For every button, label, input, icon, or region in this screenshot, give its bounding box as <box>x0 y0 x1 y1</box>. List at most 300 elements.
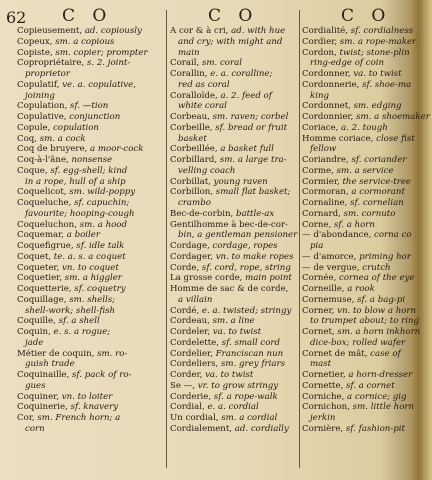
entry-headword: Cordon, <box>302 47 340 58</box>
entry-line <box>302 91 412 102</box>
entry-headword: Cordialité, <box>302 26 351 36</box>
entry-headword: Cordeau, <box>170 316 213 327</box>
entry-line <box>170 69 297 80</box>
entry-headword: Corbillon, <box>170 187 216 198</box>
entry-translation: sf. knavery <box>70 402 119 413</box>
entry-line <box>17 241 164 252</box>
entry-line <box>170 209 297 220</box>
entry-translation: a cormorant <box>351 187 405 198</box>
entry-line <box>17 338 164 349</box>
entry-headword: Corbeau, <box>170 112 213 122</box>
entry-translation: corna co <box>374 230 412 241</box>
entry-line <box>170 370 297 381</box>
entry-translation: sm. a rope-maker <box>339 36 417 47</box>
entry-translation: a horn-dresser <box>348 370 413 380</box>
entry-line <box>170 295 297 306</box>
entry-translation: sm. cornuto <box>343 208 396 219</box>
entry-translation: sm. shells; <box>69 294 116 305</box>
entry-headword: Coquiner, <box>17 391 62 402</box>
entry-line <box>170 220 297 231</box>
entry-translation: main point <box>245 273 292 284</box>
entry-headword: Cormoran, <box>302 187 352 198</box>
entry-translation: jerkin <box>310 413 336 423</box>
entry-headword: Coquefigrue, <box>17 241 77 251</box>
entry-line <box>170 284 297 295</box>
entry-translation: battle-ax <box>235 208 275 219</box>
entry-line <box>17 155 164 166</box>
entry-headword: Cordé, <box>170 305 202 316</box>
entry-line <box>17 187 164 198</box>
entry-line <box>302 144 412 155</box>
entry-headword: Corne, <box>302 219 334 230</box>
entry-line <box>302 69 412 80</box>
entry-headword: Se —, <box>170 380 198 391</box>
entry-headword: Cornet de mât, <box>302 348 371 359</box>
entry-headword: Corde, <box>170 262 202 273</box>
entry-line <box>170 187 297 198</box>
entry-translation: vn. to coquet <box>62 262 119 273</box>
entry-line <box>170 166 297 177</box>
entry-translation: priming hor <box>359 251 411 262</box>
entry-line <box>170 327 297 338</box>
entry-line <box>302 220 412 231</box>
entry-headword: Corbillard, <box>170 155 220 165</box>
entry-line <box>17 349 164 360</box>
entry-headword: Coquinaille, <box>17 370 72 380</box>
entry-translation: sm. ro- <box>97 348 128 359</box>
entry-translation: velling coach <box>178 165 236 176</box>
entry-translation: sf. small cord <box>221 337 281 348</box>
entry-headword: Cordialement, <box>170 423 235 434</box>
entry-line <box>170 263 297 274</box>
entry-translation: sf. —tion <box>70 101 109 112</box>
entry-translation: white coral <box>178 101 227 112</box>
entry-line <box>170 134 297 145</box>
entry-translation: pia <box>310 241 324 251</box>
entry-translation: e. a. cordial <box>207 402 259 413</box>
entry-headword: Cordager, <box>170 251 216 262</box>
entry-headword: Cordelette, <box>170 337 222 348</box>
entry-headword: Copulation, <box>17 101 71 112</box>
entry-headword: Cor, <box>17 413 38 423</box>
entry-line <box>17 295 164 306</box>
entry-translation: sm. a shoemaker <box>356 112 430 122</box>
entry-translation: cornea of the eye <box>339 273 415 284</box>
entry-translation: sf. a horn <box>333 219 375 230</box>
entry-translation: sf. idle talk <box>76 241 125 251</box>
entry-headword: Coqueluche, <box>17 198 75 208</box>
entry-translation: a villain <box>178 294 213 305</box>
entry-line <box>170 80 297 91</box>
entry-translation: corn <box>25 423 45 434</box>
entry-line <box>302 80 412 91</box>
entry-translation: s. 2. joint- <box>86 58 131 69</box>
entry-translation: gues <box>25 380 46 391</box>
entry-line <box>17 69 164 80</box>
entry-headword: Coqueluchon, <box>17 219 80 230</box>
entry-line <box>17 198 164 209</box>
entry-translation: va. to twist <box>205 370 254 380</box>
entry-translation: vn. to make ropes <box>215 251 294 262</box>
entry-headword: Cordeler, <box>170 327 213 337</box>
page-number: 62 <box>6 8 27 27</box>
entry-translation: red as coral <box>178 79 230 90</box>
entry-line <box>170 241 297 252</box>
entry-line <box>302 359 412 370</box>
entry-headword: Coq, <box>17 133 40 144</box>
entry-line <box>17 144 164 155</box>
entry-line <box>170 392 297 403</box>
entry-translation: sm. copier; prompter <box>55 47 148 58</box>
entry-line <box>302 338 412 349</box>
entry-headword: Cordonner, <box>302 69 354 79</box>
entry-translation: sm. a service <box>336 165 394 176</box>
entry-line <box>302 316 420 327</box>
entry-line <box>17 230 164 241</box>
entry-translation: sf. a cornet <box>345 380 395 391</box>
entry-translation: a rook <box>347 284 375 294</box>
entry-headword: Corme, <box>302 165 337 176</box>
entry-headword: — de vergue, <box>302 262 363 273</box>
entry-line <box>302 252 412 263</box>
entry-translation: sf. a bag-pi <box>357 294 406 305</box>
column-1-running-head: C O <box>62 6 113 26</box>
entry-line <box>302 123 412 134</box>
entry-headword: A cor & à cri, <box>170 26 232 36</box>
entry-line <box>17 327 164 338</box>
entry-headword: Homme de sac & de corde, <box>170 284 289 294</box>
entry-headword: La grosse corde, <box>170 273 246 284</box>
entry-line <box>170 273 297 284</box>
entry-line <box>302 133 415 145</box>
entry-line <box>170 144 297 155</box>
entry-translation: king <box>310 90 329 101</box>
entry-line <box>17 220 164 231</box>
entry-headword: Métier de coquin, <box>17 348 98 359</box>
entry-translation: young raven <box>213 176 268 187</box>
entry-line <box>302 177 412 188</box>
entry-headword: Cornetier, <box>302 370 349 380</box>
entry-headword: Coquille, <box>17 316 59 327</box>
entry-translation: sm. a copious <box>55 36 115 47</box>
entry-translation: fellow <box>310 144 337 155</box>
entry-line <box>302 26 412 37</box>
entry-line <box>17 252 164 263</box>
entry-translation: sf. egg-shell; kind <box>50 165 128 176</box>
entry-line <box>302 58 412 69</box>
entry-line <box>302 187 412 198</box>
entry-translation: to trumpet about; to ring <box>310 316 420 327</box>
entry-line <box>302 349 412 360</box>
entries-column-3 <box>302 26 430 435</box>
entry-translation: sf. coquetry <box>74 284 126 294</box>
entry-line <box>170 316 297 327</box>
entry-translation: crutch <box>362 262 391 273</box>
entry-translation: e. a. coralline; <box>210 69 273 79</box>
entry-headword: — d'abondance, <box>302 230 375 241</box>
entry-translation: cordage, ropes <box>212 241 278 251</box>
entry-translation: sm. a hood <box>79 219 127 230</box>
entry-headword: Coquetier, <box>17 273 65 284</box>
entry-headword: Corder, <box>170 370 206 380</box>
entry-headword: Cormier, <box>302 176 343 187</box>
entry-translation: sf. a rope-walk <box>213 391 278 402</box>
entry-translation: basket <box>178 133 207 144</box>
column-2-running-head: C O <box>208 6 259 26</box>
entry-translation: ad. copiously <box>84 26 142 36</box>
entry-headword: Coquin, <box>17 327 54 337</box>
entry-translation: ad. with hue <box>231 26 286 36</box>
entry-translation: a. 2. feed of <box>220 90 272 101</box>
entry-headword: Cordonnerie, <box>302 79 363 90</box>
entry-headword: Gentilhomme à bec-de-cor- <box>170 219 288 230</box>
entry-headword: Corner, <box>302 305 338 316</box>
entry-translation: sm. French horn; a <box>37 413 121 423</box>
entry-line <box>17 402 164 413</box>
entry-headword: Cordelier, <box>170 348 216 359</box>
entry-translation: vn. to blow a horn <box>337 305 417 316</box>
entry-translation: the service-tree <box>342 176 412 187</box>
entry-headword: Copulative, <box>17 112 70 122</box>
entry-headword: Corbillat, <box>170 176 214 187</box>
entry-line <box>302 402 415 413</box>
entry-translation: guish trade <box>25 359 75 370</box>
entry-line <box>302 413 412 424</box>
entry-line <box>17 370 164 381</box>
entry-translation: e. s. a rogue; <box>53 327 111 337</box>
column-divider <box>166 10 167 468</box>
entry-line <box>170 177 297 188</box>
entry-line <box>17 209 164 220</box>
entry-line <box>17 381 164 392</box>
entry-translation: e. a. twisted; stringy <box>201 305 292 316</box>
entry-headword: Coquelicot, <box>17 187 70 198</box>
entry-line <box>302 155 412 166</box>
entry-headword: Coquillage, <box>17 294 70 305</box>
entry-line <box>17 306 164 317</box>
entry-translation: sf. cornelian <box>350 198 404 208</box>
entry-translation: sm. a higgler <box>64 273 122 284</box>
entry-line <box>170 155 297 166</box>
entry-translation: sm. edging <box>353 101 402 112</box>
entry-translation: sf. pack of ro- <box>72 370 132 380</box>
entry-line <box>302 424 412 435</box>
entry-line <box>302 392 412 403</box>
entry-headword: Cornière, <box>302 423 346 434</box>
entry-translation: crambo <box>178 198 211 208</box>
entry-translation: sm. wild-poppy <box>69 187 136 198</box>
entry-line <box>17 48 164 59</box>
entry-translation: a basket full <box>220 144 274 155</box>
entry-line <box>17 123 164 134</box>
entry-translation: sm. little horn <box>352 402 415 413</box>
entry-translation: small flat basket; <box>215 187 291 198</box>
entry-translation: twist; stone-plin <box>339 47 410 58</box>
entry-headword: Copule, <box>17 122 54 133</box>
entry-headword: Corallin, <box>170 69 211 79</box>
entry-line <box>302 198 412 209</box>
entry-headword: Cornet, <box>302 327 338 337</box>
entry-line <box>17 134 164 145</box>
entry-translation: sm. a horn inkhorn <box>337 327 421 337</box>
entry-headword: Corderie, <box>170 391 214 402</box>
entry-translation: nonsense <box>71 155 113 165</box>
entry-headword: Cornard, <box>302 208 344 219</box>
entry-line <box>170 381 297 392</box>
entry-translation: te. a. s. a coquet <box>53 251 126 262</box>
entry-headword: Corbeille, <box>170 122 216 133</box>
entry-translation: ring-edge of coin <box>310 58 385 69</box>
entry-translation: a moor-cock <box>90 144 144 155</box>
entry-line <box>170 424 297 435</box>
entry-translation: vn. to loiter <box>61 391 113 402</box>
entry-translation: sf. capuchin; <box>74 198 130 208</box>
entry-headword: Cornée, <box>302 273 340 284</box>
entry-line <box>17 80 164 91</box>
entry-translation: sf. a shell <box>58 316 100 327</box>
entry-headword: Coque, <box>17 165 51 176</box>
entry-line <box>170 359 297 370</box>
entry-translation: dice-box; rolled wafer <box>310 337 406 348</box>
entry-line <box>302 381 412 392</box>
entry-line <box>170 349 297 360</box>
entry-headword: Corneille, <box>302 284 348 294</box>
entry-line <box>302 263 412 274</box>
entry-line <box>170 230 297 241</box>
entry-translation: close fist <box>376 133 415 144</box>
entry-translation: sf. cord, rope, string <box>201 262 291 273</box>
entry-headword: Cordage, <box>170 241 213 251</box>
entry-headword: Coq de bruyere, <box>17 144 91 155</box>
entries-column-2 <box>170 26 297 435</box>
entry-headword: Coriace, <box>302 122 342 133</box>
entry-translation: sf. fashion-pit <box>345 423 405 434</box>
entry-translation: sf. bread or fruit <box>215 122 288 133</box>
entry-line <box>17 424 164 435</box>
entry-line <box>302 166 412 177</box>
entry-translation: sm. a cordial <box>221 413 278 423</box>
entry-headword: Cornette, <box>302 380 346 391</box>
entry-headword: Copiste, <box>17 47 56 58</box>
entry-line <box>302 327 421 338</box>
entry-headword: — d'amorce, <box>302 251 360 262</box>
entry-line <box>302 370 412 381</box>
entry-line <box>302 48 412 59</box>
entry-translation: sm. coral <box>201 58 242 69</box>
entry-headword: Copeux, <box>17 36 56 47</box>
entry-translation: shell-work; shell-fish <box>25 305 116 316</box>
entry-translation: sm. raven; corbel <box>212 112 289 122</box>
entry-translation: sm. a large tra- <box>219 155 287 165</box>
entry-headword: Copieusement, <box>17 26 85 36</box>
entry-translation: proprietor <box>25 69 70 79</box>
entry-translation: and cry; with might and <box>178 36 283 47</box>
entry-line <box>170 91 297 102</box>
entry-headword: Coqueter, <box>17 262 63 273</box>
entry-translation: sf. cordialness <box>350 26 414 36</box>
entry-headword: Coralloïde, <box>170 90 221 101</box>
entry-translation: bin, a gentleman pensioner <box>178 230 298 241</box>
entry-translation: va. to twist <box>353 69 402 79</box>
entry-line <box>170 252 297 263</box>
entry-translation: copulation <box>53 122 99 133</box>
entry-headword: Corail, <box>170 58 202 69</box>
entry-translation: vr. to grow stringy <box>197 380 279 391</box>
entry-translation: sm. grey friars <box>221 359 285 370</box>
entry-headword: Cornichon, <box>302 402 353 413</box>
entry-translation: sm. a cock <box>39 133 86 144</box>
entry-line <box>170 306 297 317</box>
entry-line <box>170 37 297 48</box>
entry-translation: in a rope, hull of a ship <box>25 176 126 187</box>
entry-line <box>17 58 164 69</box>
entry-headword: Homme coriace, <box>302 133 377 144</box>
entry-line <box>302 112 430 123</box>
entry-translation: va. to twist <box>212 327 262 337</box>
entry-line <box>170 413 297 424</box>
entry-line <box>17 392 164 403</box>
entry-line <box>170 112 297 123</box>
entry-translation: sm. a line <box>212 316 255 327</box>
entry-translation: conjunction <box>69 112 121 122</box>
entry-line <box>170 26 297 37</box>
entry-line <box>170 101 297 112</box>
entry-headword: Un cordial, <box>170 413 222 423</box>
entry-line <box>302 284 412 295</box>
entry-translation: sf. shoe-ma <box>362 79 412 90</box>
entry-line <box>302 230 412 241</box>
entry-headword: Corniche, <box>302 391 348 402</box>
entry-line <box>17 316 164 327</box>
column-3-running-head: C O <box>341 6 392 26</box>
entry-headword: Coriandre, <box>302 155 352 165</box>
entry-headword: Bec-de-corbin, <box>170 208 236 219</box>
entries-column-1 <box>17 26 164 435</box>
entry-line <box>170 198 297 209</box>
entry-line <box>17 177 164 188</box>
entry-translation: joining <box>25 90 55 101</box>
entry-line <box>17 263 164 274</box>
entry-line <box>17 91 164 102</box>
entry-line <box>170 58 297 69</box>
entry-line <box>17 166 164 177</box>
entry-translation: Franciscan nun <box>215 348 284 359</box>
entry-headword: Coquetterie, <box>17 284 75 294</box>
entry-line <box>17 101 164 112</box>
entry-line <box>17 26 164 37</box>
entry-line <box>302 295 412 306</box>
entry-headword: Coquemar, <box>17 230 67 241</box>
entry-line <box>170 123 297 134</box>
entry-line <box>17 112 164 123</box>
entry-line <box>17 273 164 284</box>
entry-translation: mast <box>310 359 332 370</box>
entry-line <box>17 37 164 48</box>
entry-translation: ve. a. copulative, <box>62 79 136 90</box>
entry-line <box>302 209 412 220</box>
entry-translation: sf. coriander <box>351 155 407 165</box>
entry-translation: a cornice; gig <box>347 391 407 402</box>
entry-headword: Cordonnier, <box>302 112 357 122</box>
entry-headword: Coq-à-l'âne, <box>17 155 72 165</box>
entry-line <box>17 284 164 295</box>
entry-headword: Cornaline, <box>302 198 351 208</box>
entry-headword: Cordeliers, <box>170 359 222 370</box>
entry-headword: Cordial, <box>170 402 208 413</box>
entry-line <box>170 338 297 349</box>
entry-headword: Coquinerie, <box>17 402 71 413</box>
entry-line <box>302 273 415 284</box>
